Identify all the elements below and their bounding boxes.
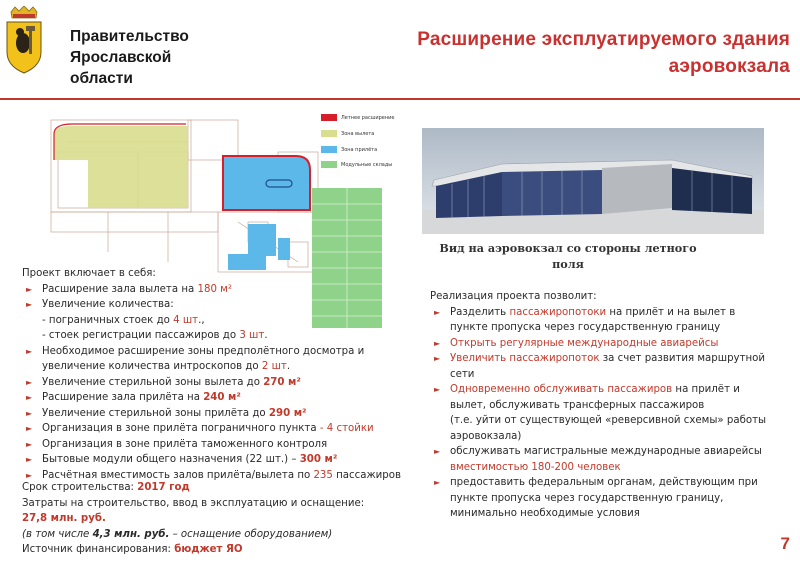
legend-item-extension — [321, 114, 394, 121]
caption-line-2: поля — [552, 257, 584, 271]
legend-swatch-blue — [321, 146, 337, 153]
list-item: ► Необходимое расширение зоны предполётного досмотра и увеличение количества интроскопов до 2 шт. — [26, 345, 365, 372]
list-item: ► Расширение зала прилёта на 240 м² — [26, 392, 241, 403]
org-line-3: области — [70, 70, 133, 87]
list-item: ► Увеличить пассажиропоток за счет развития маршрутной сети — [434, 353, 766, 380]
list-item: ► Увеличение стерильной зоны вылета до 270 м² — [26, 376, 301, 388]
construction-term: Срок строительства: 2017 год — [22, 482, 190, 493]
timing-cost-block — [22, 480, 412, 558]
list-item: ► Открыть регулярные международные авиарейсы — [434, 337, 719, 349]
organization-name — [70, 26, 240, 89]
list-item: ► Одновременно обслуживать пассажиров на прилёт и вылет, обслуживать трансферных пассажиров (т.е. уйти от существующей «реверсивной схемы» работы аэровокзала) — [434, 384, 767, 442]
list-item: ► обслуживать магистральные международные авиарейсы вместимостью 180-200 человек — [434, 446, 762, 473]
project-list — [22, 282, 402, 484]
title-line-1: Расширение эксплуатируемого здания — [417, 29, 790, 50]
legend-label: Модульные склады — [341, 161, 393, 168]
slide-title — [270, 26, 790, 80]
legend-label: Зона прилёта — [341, 146, 378, 153]
list-item: ► предоставить федеральным органам, действующим при пункте пропуска через государственную границу, минимально необходимые условия — [434, 477, 758, 519]
results-list — [430, 305, 770, 522]
photo-caption — [418, 240, 718, 272]
legend-item-modular — [321, 161, 392, 168]
list-item: ► Организация в зоне прилёта пограничного пункта - 4 стойки — [26, 423, 374, 434]
legend-item-departure — [321, 130, 374, 137]
page-number: 7 — [780, 534, 790, 553]
cost-label: Затраты на строительство, ввод в эксплуатацию и оснащение: — [22, 497, 365, 509]
funding-source: Источник финансирования: бюджет ЯО — [22, 544, 243, 555]
list-item: ► Увеличение количества: - пограничных стоек до 4 шт., - стоек регистрации пассажиров до 3 шт. — [26, 299, 268, 341]
legend-label: Зона вылета — [341, 130, 375, 137]
cost-value: 27,8 млн. руб. — [22, 513, 106, 524]
results-intro: Реализация проекта позволит: — [430, 291, 597, 302]
list-item: ► Бытовые модули общего назначения (22 шт.) – 300 м² — [26, 454, 338, 465]
list-item: ► Увеличение стерильной зоны прилёта до 290 м² — [26, 407, 307, 419]
project-results — [430, 289, 770, 551]
equipment-cost: (в том числе 4,3 млн. руб. – оснащение оборудованием) — [22, 528, 333, 540]
list-item: ► Организация в зоне прилёта таможенного контроля — [26, 438, 328, 450]
project-intro: Проект включает в себя: — [22, 268, 156, 279]
list-item: ► Разделить пассажиропотоки на прилёт и на вылет в пункте пропуска через государственную границу — [434, 306, 736, 333]
terminal-render-image — [422, 128, 764, 234]
project-scope — [22, 266, 402, 484]
legend-item-arrival — [321, 146, 377, 153]
org-line-1: Правительство — [70, 28, 189, 45]
coat-of-arms-icon — [4, 6, 44, 76]
list-item: ► Расчётная вместимость залов прилёта/вылета по 235 пассажиров — [26, 469, 401, 481]
title-line-2: аэровокзала — [668, 56, 790, 77]
org-line-2: Ярославской — [70, 49, 172, 66]
header-divider — [0, 98, 800, 100]
caption-line-1: Вид на аэровокзал со стороны летного — [439, 241, 697, 255]
legend-swatch-red — [321, 114, 337, 121]
legend-label: Летнее расширение — [341, 114, 395, 121]
list-item: ► Расширение зала вылета на 180 м² — [26, 283, 232, 295]
legend-swatch-yellow — [321, 130, 337, 137]
legend-swatch-green — [321, 161, 337, 168]
